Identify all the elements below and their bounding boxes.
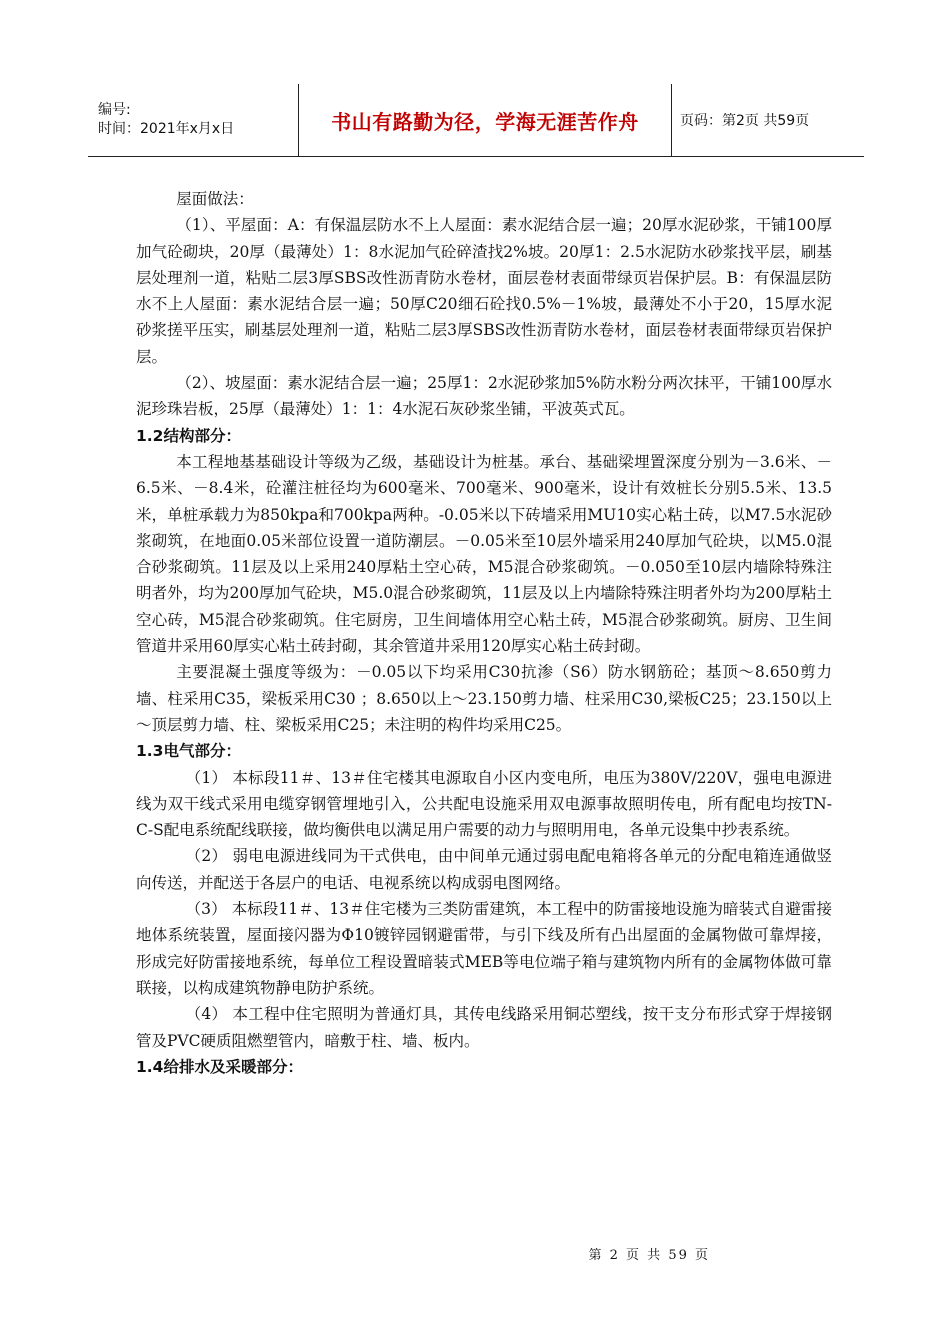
structure-paragraph-1: 本工程地基基础设计等级为乙级，基础设计为桩基。承台、基础梁埋置深度分别为－3.6米、－6.5米、－8.4米，砼灌注桩径均为600毫米、700毫米、900毫米，设计有效桩长分别5.5米、13.5米，单桩承载力为850kpa和700kpa两种。-0.05米以下砖墙采用MU10实心粘土砖，以M7.5水泥砂浆砌筑，在地面0.05米部位设置一道防潮层。－0.05米至10层外墙采用240厚加气砼块，以M5.0混合砂浆砌筑。11层及以上采用240厚粘土空心砖，M5混合砂浆砌筑。－0.050至10层内墙除特殊注明者外，均为200厚加气砼块，M5.0混合砂浆砌筑，11层及以上内墙除特殊注明者外均为200厚粘土空心砖，M5混合砂浆砌筑。住宅厨房，卫生间墙体用空心粘土砖，M5混合砂浆砌筑。厨房、卫生间管道井采用60厚实心粘土砖封砌，其余管道井采用120厚实心粘土砖封砌。	[136, 452, 832, 656]
roof-paragraph-1: （1）、平屋面：A：有保温层防水不上人屋面：素水泥结合层一遍；20厚水泥砂浆，干铺100厚加气砼砌块，20厚（最薄处）1：8水泥加气砼碎渣找2%坡。20厚1：2.5水泥防水砂浆找平层，刷基层处理剂一道，粘贴二层3厚SBS改性沥青防水卷材，面层卷材表面带绿页岩保护层。B：有保温层防水不上人屋面：素水泥结合层一遍；50厚C20细石砼找0.5%－1%坡，最薄处不小于20，15厚水泥砂浆搓平压实，刷基层处理剂一道，粘贴二层3厚SBS改性沥青防水卷材，面层卷材表面带绿页岩保护层。	[136, 216, 832, 366]
header-meta	[88, 84, 299, 156]
structure-paragraph-2: 主要混凝土强度等级为：－0.05以下均采用C30抗渗（S6）防水钢筋砼；基顶～8.650剪力墙、柱采用C35，梁板采用C30 ；8.650以上～23.150剪力墙、柱采用C30,梁板C25；23.150以上～顶层剪力墙、柱、梁板采用C25；未注明的构件均采用C25。	[136, 663, 832, 734]
roof-title: 屋面做法：	[176, 190, 254, 208]
electrical-paragraph-4: （4） 本工程中住宅照明为普通灯具，其传电线路采用铜芯塑线，按干支分布形式穿于焊接钢管及PVC硬质阻燃塑管内，暗敷于柱、墙、板内。	[136, 1005, 832, 1050]
page-header	[88, 84, 864, 157]
section-heading-electrical: 1.3电气部分：	[136, 742, 241, 761]
header-motto-cell	[299, 84, 672, 156]
header-motto: 书山有路勤为径，学海无涯苦作舟	[331, 109, 639, 134]
number-label: 编号:	[98, 102, 131, 118]
header-page-label: 页码：第2页 共59页	[680, 113, 810, 129]
roof-paragraph-2: （2）、坡屋面：素水泥结合层一遍；25厚1：2水泥砂浆加5%防水粉分两次抹平，干铺100厚水泥珍珠岩板，25厚（最薄处）1：1：4水泥石灰砂浆坐铺，平波英式瓦。	[136, 374, 832, 419]
time-label: 时间：2021年x月x日	[98, 121, 235, 137]
section-heading-structure: 1.2结构部分：	[136, 426, 241, 445]
section-heading-plumbing: 1.4给排水及采暖部分：	[136, 1057, 303, 1076]
document-body	[136, 186, 832, 1080]
electrical-paragraph-1: （1） 本标段11＃、13＃住宅楼其电源取自小区内变电所，电压为380V/220V，强电电源进线为双干线式采用电缆穿钢管埋地引入，公共配电设施采用双电源事故照明传电，所有配电均按TN-C-S配电系统配线联接，做均衡供电以满足用户需要的动力与照明用电，各单元设集中抄表系统。	[136, 768, 832, 840]
electrical-paragraph-3: （3） 本标段11＃、13＃住宅楼为三类防雷建筑，本工程中的防雷接地设施为暗装式自避雷接地体系统装置，屋面接闪器为Φ10镀锌园钢避雷带，与引下线及所有凸出屋面的金属物做可靠焊接，形成完好防雷接地系统，每单位工程设置暗装式MEB等电位端子箱与建筑物内所有的金属物体做可靠联接，以构成建筑物静电防护系统。	[136, 900, 832, 997]
page-footer: 第 2 页 共 59 页	[588, 1248, 710, 1263]
electrical-paragraph-2: （2） 弱电电源进线同为干式供电，由中间单元通过弱电配电箱将各单元的分配电箱连通做竖向传送，并配送于各层户的电话、电视系统以构成弱电图网络。	[136, 847, 832, 892]
